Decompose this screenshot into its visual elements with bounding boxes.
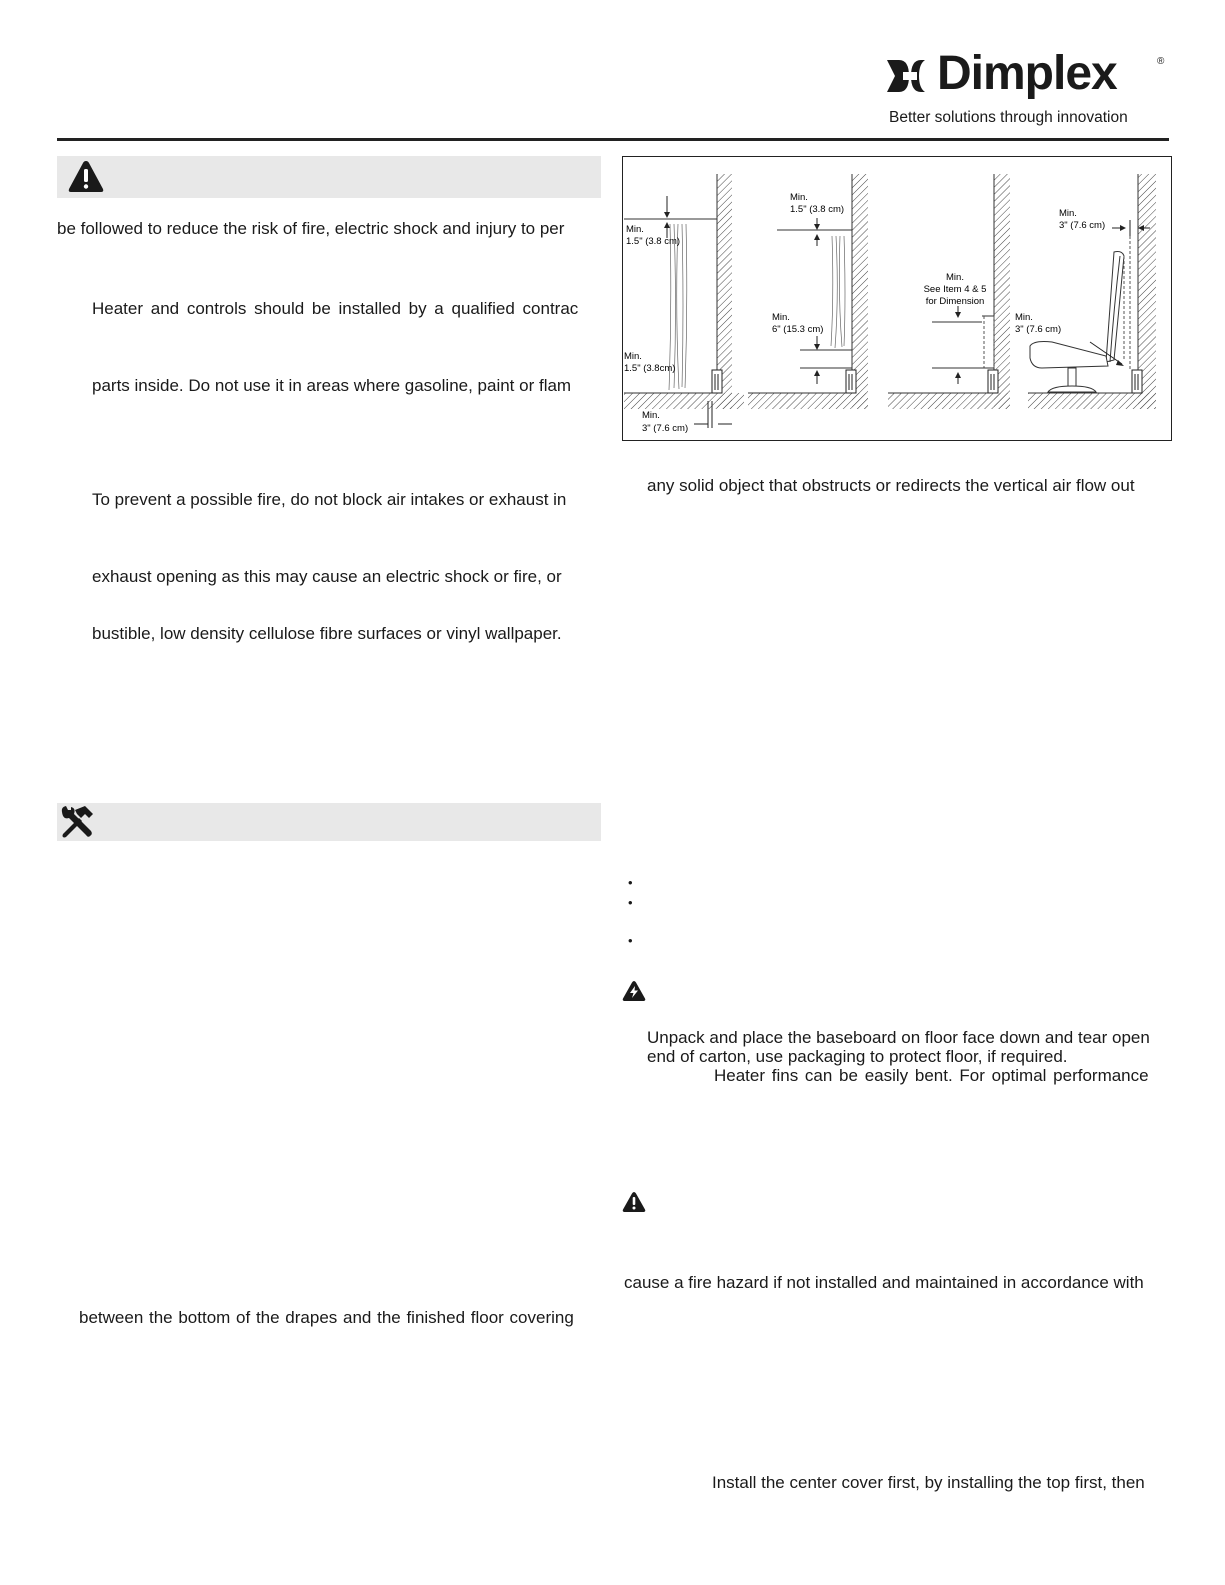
diagram-label: for Dimension bbox=[925, 296, 985, 307]
diagram-label: 1.5" (3.8 cm) bbox=[626, 236, 681, 247]
right-text-line: Install the center cover first, by installing the top first, then bbox=[712, 1473, 1145, 1492]
diagram-label: Min. bbox=[626, 224, 644, 235]
electric-shock-warning-icon bbox=[622, 980, 646, 1002]
warning-triangle-icon bbox=[622, 1191, 646, 1213]
bullet-marker: • bbox=[628, 895, 633, 910]
left-text-line: To prevent a possible fire, do not block air intakes or exhaust in bbox=[92, 490, 567, 509]
left-text-line: Heater and controls should be installed by a qualified contrac bbox=[92, 299, 579, 318]
right-text-line: end of carton, use packaging to protect floor, if required. bbox=[647, 1047, 1068, 1066]
diagram-label: See Item 4 & 5 bbox=[923, 284, 987, 295]
bullet-marker: • bbox=[628, 933, 633, 948]
diagram-label: Min. bbox=[790, 192, 808, 203]
diagram-label: Min. bbox=[624, 351, 642, 362]
dimplex-logo-mark-icon bbox=[885, 56, 935, 96]
left-text-line: be followed to reduce the risk of fire, electric shock and injury to per bbox=[57, 219, 565, 238]
right-text-line: any solid object that obstructs or redirects the vertical air flow out bbox=[647, 476, 1135, 495]
right-text-line: Heater fins can be easily bent. For optimal performance bbox=[714, 1066, 1149, 1085]
diagram-label: 1.5" (3.8 cm) bbox=[790, 204, 845, 215]
header-rule bbox=[57, 138, 1169, 141]
diagram-label: Min. bbox=[1015, 312, 1033, 323]
diagram-label: 3" (7.6 cm) bbox=[1059, 220, 1106, 231]
diagram-label: Min. bbox=[772, 312, 790, 323]
diagram-label: Min. bbox=[1059, 208, 1077, 219]
diagram-label: 6" (15.3 cm) bbox=[772, 324, 824, 335]
diagram-label: Min. bbox=[642, 410, 660, 421]
hammer-wrench-icon bbox=[59, 804, 95, 840]
left-text-line: bustible, low density cellulose fibre surfaces or vinyl wallpaper. bbox=[92, 624, 562, 643]
diagram-label: 3" (7.6 cm) bbox=[1015, 324, 1062, 335]
installation-section-bar bbox=[57, 803, 601, 841]
right-text-line: cause a fire hazard if not installed and maintained in accordance with bbox=[624, 1273, 1144, 1292]
clearance-diagram bbox=[622, 156, 1172, 441]
diagram-label: 3" (7.6 cm) bbox=[642, 423, 689, 434]
diagram-label: 1.5" (3.8cm) bbox=[624, 363, 676, 374]
left-text-line: between the bottom of the drapes and the finished floor covering bbox=[79, 1308, 574, 1327]
registered-mark: ® bbox=[1157, 56, 1165, 67]
bullet-marker: • bbox=[628, 875, 633, 890]
brand-logo bbox=[885, 47, 1175, 132]
left-text-line: exhaust opening as this may cause an electric shock or fire, or bbox=[92, 567, 562, 586]
diagram-label: Min. bbox=[946, 272, 964, 283]
brand-name: Dimplex bbox=[937, 47, 1117, 100]
warning-section-bar bbox=[57, 156, 601, 198]
right-text-line: Unpack and place the baseboard on floor face down and tear open bbox=[647, 1028, 1150, 1047]
warning-triangle-icon bbox=[67, 159, 105, 194]
left-text-line: parts inside. Do not use it in areas where gasoline, paint or flam bbox=[92, 376, 572, 395]
brand-tagline: Better solutions through innovation bbox=[889, 109, 1128, 126]
